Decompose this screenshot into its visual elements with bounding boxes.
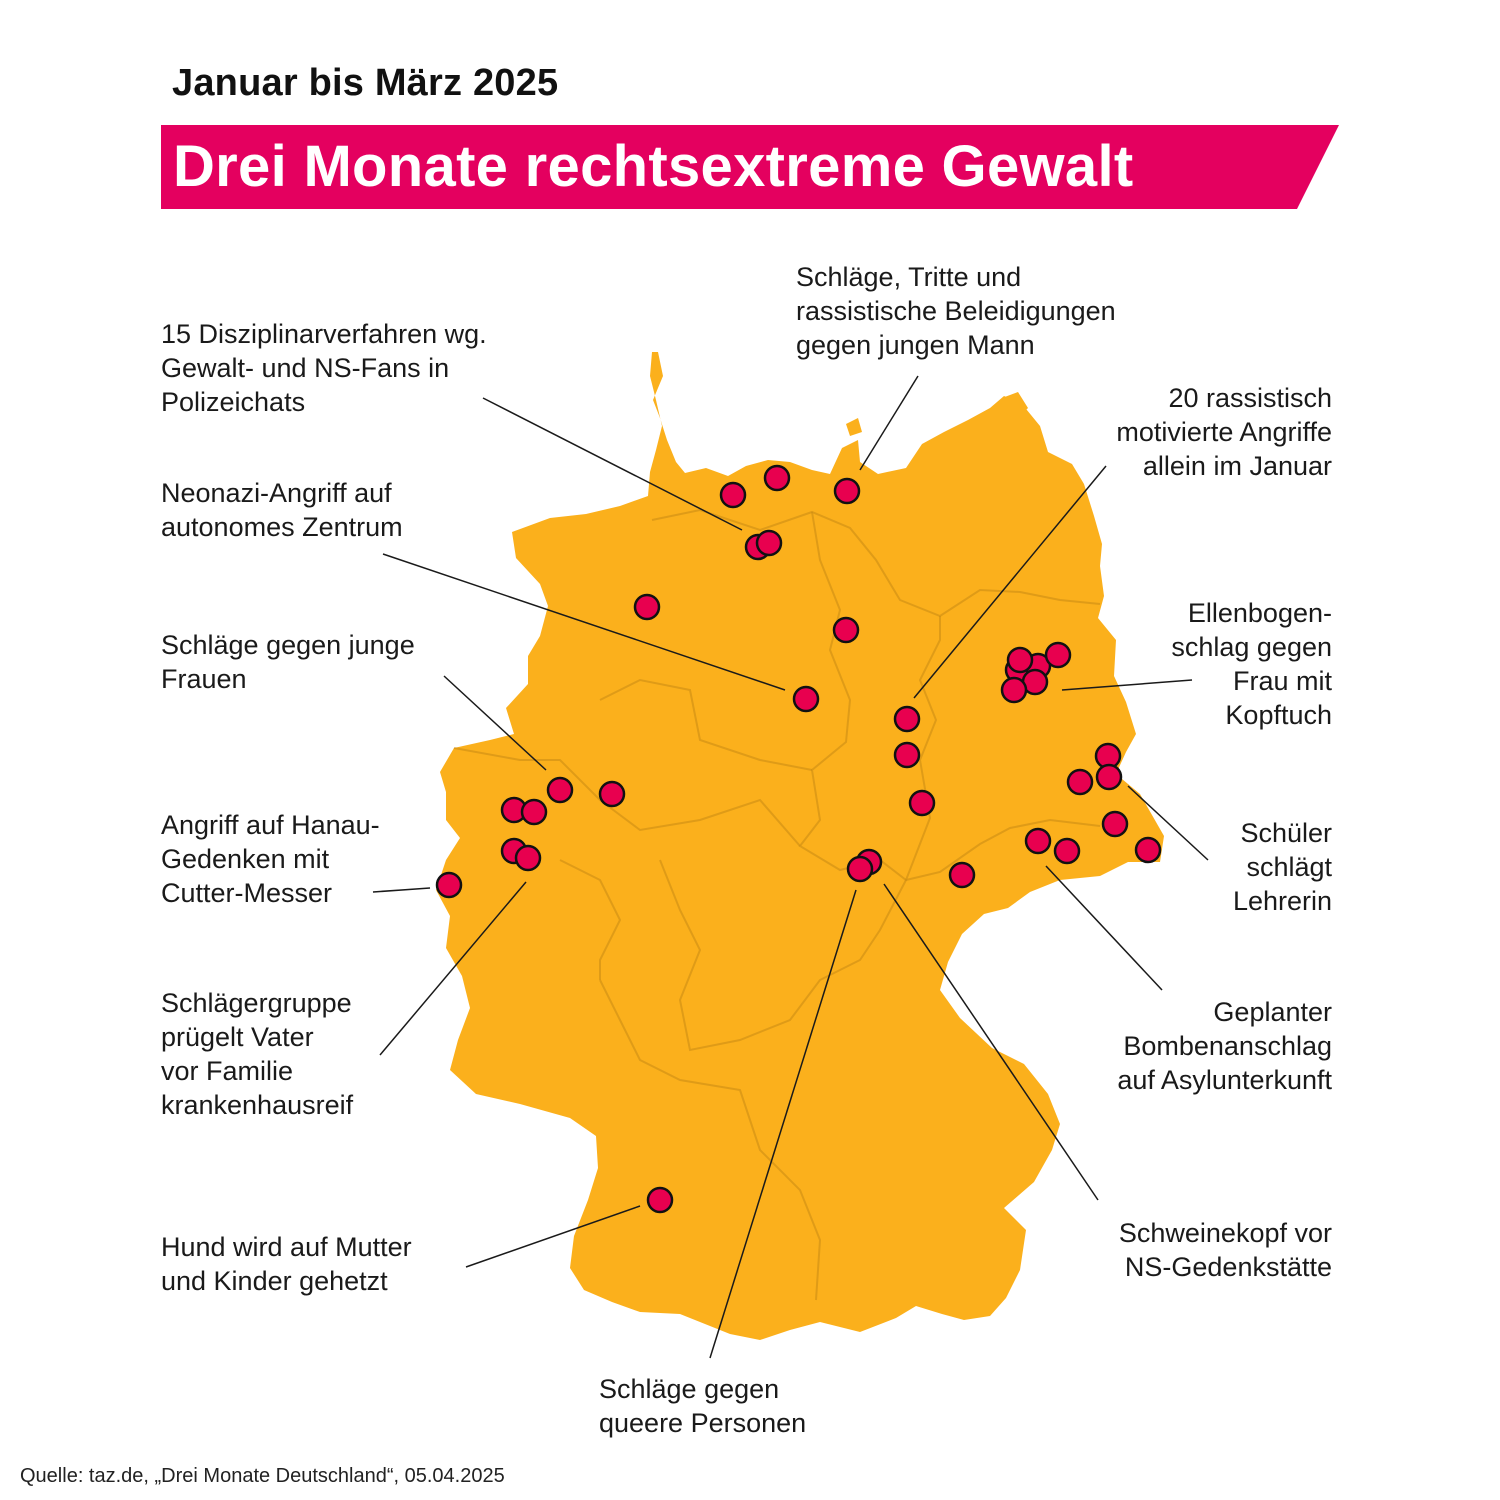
- annotation-junger-mann: Schläge, Tritte und rassistische Beleidigungen gegen jungen Mann: [796, 262, 1116, 360]
- annotation-queere-personen: Schläge gegen queere Personen: [599, 1374, 807, 1438]
- incident-marker: [848, 857, 872, 881]
- incident-marker: [548, 778, 572, 802]
- source-note: Quelle: taz.de, „Drei Monate Deutschland“, 05.04.2025: [20, 1465, 505, 1487]
- annotation-autonomes-zentrum: Neonazi-Angriff auf autonomes Zentrum: [161, 478, 403, 542]
- annotation-kopftuch: Ellenbogen- schlag gegen Frau mit Kopftuch: [1171, 598, 1332, 730]
- annotation-rassistische-angriffe: 20 rassistisch motivierte Angriffe allein im Januar: [1116, 383, 1332, 481]
- incident-marker: [950, 863, 974, 887]
- incident-marker: [1097, 765, 1121, 789]
- incident-marker: [835, 479, 859, 503]
- annotation-schweinekopf: Schweinekopf vor NS-Gedenkstätte: [1118, 1218, 1332, 1282]
- incident-marker: [648, 1188, 672, 1212]
- incident-marker: [437, 873, 461, 897]
- page-title: Drei Monate rechtsextreme Gewalt: [173, 134, 1134, 199]
- annotation-lehrerin: Schüler schlägt Lehrerin: [1232, 818, 1332, 916]
- incident-marker: [600, 782, 624, 806]
- annotation-junge-frauen: Schläge gegen junge Frauen: [161, 630, 415, 694]
- annotation-hanau-gedenken: Angriff auf Hanau- Gedenken mit Cutter-Messer: [161, 810, 380, 908]
- incident-marker: [834, 618, 858, 642]
- incident-marker: [895, 743, 919, 767]
- incident-marker: [1026, 829, 1050, 853]
- incident-marker: [765, 466, 789, 490]
- incident-marker: [635, 595, 659, 619]
- incident-marker: [757, 531, 781, 555]
- annotation-schlaegergruppe: Schlägergruppe prügelt Vater vor Familie krankenhausreif: [161, 988, 354, 1120]
- incident-marker: [910, 791, 934, 815]
- kicker-date-range: Januar bis März 2025: [172, 62, 559, 104]
- incident-marker: [522, 800, 546, 824]
- incident-marker: [1008, 648, 1032, 672]
- annotation-bombenanschlag: Geplanter Bombenanschlag auf Asylunterkunft: [1117, 997, 1332, 1095]
- incident-marker: [794, 687, 818, 711]
- incident-marker: [1002, 678, 1026, 702]
- incident-marker: [1103, 812, 1127, 836]
- incident-marker: [1136, 838, 1160, 862]
- incident-marker: [721, 483, 745, 507]
- incident-marker: [1046, 643, 1070, 667]
- incident-marker: [895, 707, 919, 731]
- annotation-hund: Hund wird auf Mutter und Kinder gehetzt: [161, 1232, 412, 1296]
- incident-marker: [1068, 770, 1092, 794]
- incident-marker: [1055, 839, 1079, 863]
- annotation-polizeichats: 15 Disziplinarverfahren wg. Gewalt- und NS-Fans in Polizeichats: [161, 319, 487, 417]
- incident-marker: [516, 846, 540, 870]
